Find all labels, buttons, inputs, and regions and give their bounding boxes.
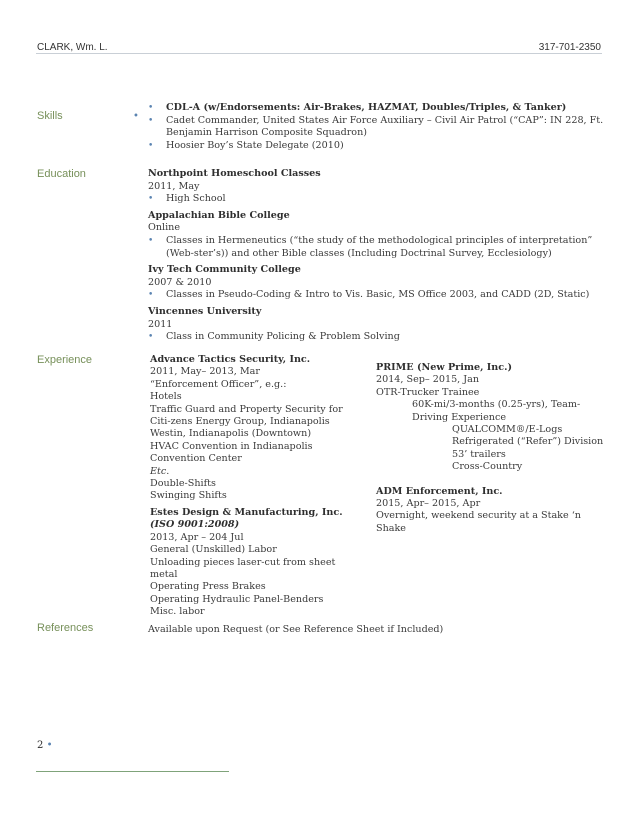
job-line: Cross-Country [452, 461, 523, 473]
footer-page-number [37, 740, 52, 751]
section-title-skills: Skills [37, 110, 63, 122]
company-name: Estes Design & Manufacturing, Inc. [150, 506, 343, 518]
education-item: • Class in Community Policing & Problem Solving [148, 331, 400, 343]
page-number: 2 [37, 740, 44, 751]
education-date: 2011 [148, 318, 173, 330]
job-line: 53’ trailers [452, 448, 506, 460]
job-line: Etc. [150, 465, 170, 477]
job-line: General (Unskilled) Labor [150, 544, 277, 556]
school-name: Northpoint Homeschool Classes [148, 168, 321, 179]
job-line: “Enforcement Officer”, e.g.: [150, 378, 287, 390]
company-name: ADM Enforcement, Inc. [376, 485, 503, 497]
bullet-icon: • [148, 103, 154, 113]
job-line: HVAC Convention in Indianapolis Convention Center [150, 440, 313, 465]
job-line: Swinging Shifts [150, 490, 227, 502]
school-name: Appalachian Bible College [148, 209, 290, 221]
job-line: Traffic Guard and Property Security for Citi-zens Energy Group, Indianapolis [150, 403, 343, 428]
section-title-references: References [37, 622, 94, 634]
skill-item: • Cadet Commander, United States Air Force Auxiliary – Civil Air Patrol (“CAP”: IN 228, Ft. Benjamin Harrison Composite Squadron) [148, 114, 604, 139]
bullet-icon: • [148, 115, 154, 126]
section-title-experience: Experience [37, 354, 93, 366]
education-date: Online [148, 222, 181, 234]
experience-left-column [150, 354, 360, 619]
skills-list [148, 102, 608, 152]
school-name: Vincennes University [148, 305, 262, 317]
bullet-icon: • [148, 290, 154, 301]
job-line: Misc. labor [150, 606, 205, 618]
bullet-icon: • [148, 194, 154, 205]
job-date: 2015, Apr– 2015, Apr [376, 498, 481, 510]
experience-right-column [376, 362, 606, 535]
skill-item: • Hoosier Boy’s State Delegate (2010) [148, 139, 344, 151]
education-date: 2007 & 2010 [148, 276, 212, 288]
job-line: Refrigerated (“Refer”) Division [452, 436, 604, 448]
job-line: Overnight, weekend security at a Stake ‘n Shake [376, 510, 581, 534]
references-text: Available upon Request (or See Reference Sheet if Included) [148, 624, 444, 635]
education-entry [148, 306, 608, 344]
bullet-icon: • [148, 140, 154, 151]
footer-rule [36, 771, 229, 772]
education-item: • Classes in Pseudo-Coding & Intro to Vis. Basic, MS Office 2003, and CADD (2D, Static) [148, 289, 590, 301]
job-line: Double-Shifts [150, 478, 216, 490]
header-phone: 317-701-2350 [538, 42, 601, 53]
bullet-icon: • [148, 235, 154, 246]
company-name: Advance Tactics Security, Inc. [150, 354, 311, 365]
bullet-icon: • [133, 111, 139, 122]
job-date: 2014, Sep– 2015, Jan [376, 374, 480, 386]
education-block [148, 168, 608, 344]
company-subtitle: (ISO 9001:2008) [150, 519, 240, 531]
job-line: 60K-mi/3-months (0.25-yrs), Team-Driving Experience [412, 399, 581, 423]
job-line: Operating Press Brakes [150, 581, 266, 593]
education-item: • Classes in Hermeneutics (“the study of the methodological principles of interpretation” (Web-ster’s)) and other Bible classes (Including Doctrinal Survey, Ecclesiology) [148, 234, 593, 259]
job-line: Westin, Indianapolis (Downtown) [150, 428, 312, 440]
company-name: PRIME (New Prime, Inc.) [376, 362, 512, 373]
education-date: 2011, May [148, 180, 200, 192]
skill-item: • CDL-A (w/Endorsements: Air-Brakes, HAZMAT, Doubles/Triples, & Tanker) [148, 102, 567, 113]
education-entry [148, 210, 608, 260]
job-line: QUALCOMM®/E-Logs [452, 424, 563, 436]
job-date: 2011, May– 2013, Mar [150, 366, 260, 378]
job-line: Hotels [150, 391, 182, 403]
job-line: Operating Hydraulic Panel-Benders [150, 593, 324, 605]
header-rule [36, 53, 602, 54]
section-title-education: Education [37, 168, 86, 180]
skills-block [148, 102, 608, 152]
job-line: OTR-Trucker Trainee [376, 386, 480, 398]
bullet-icon: • [46, 740, 53, 751]
education-entry [148, 168, 608, 206]
school-name: Ivy Tech Community College [148, 264, 301, 276]
job-date: 2013, Apr – 204 Jul [150, 531, 244, 543]
education-item: • High School [148, 193, 226, 205]
header-name: CLARK, Wm. L. [37, 42, 108, 53]
bullet-icon: • [148, 332, 154, 343]
job-line: Unloading pieces laser-cut from sheet metal [150, 556, 336, 580]
education-entry [148, 264, 608, 302]
